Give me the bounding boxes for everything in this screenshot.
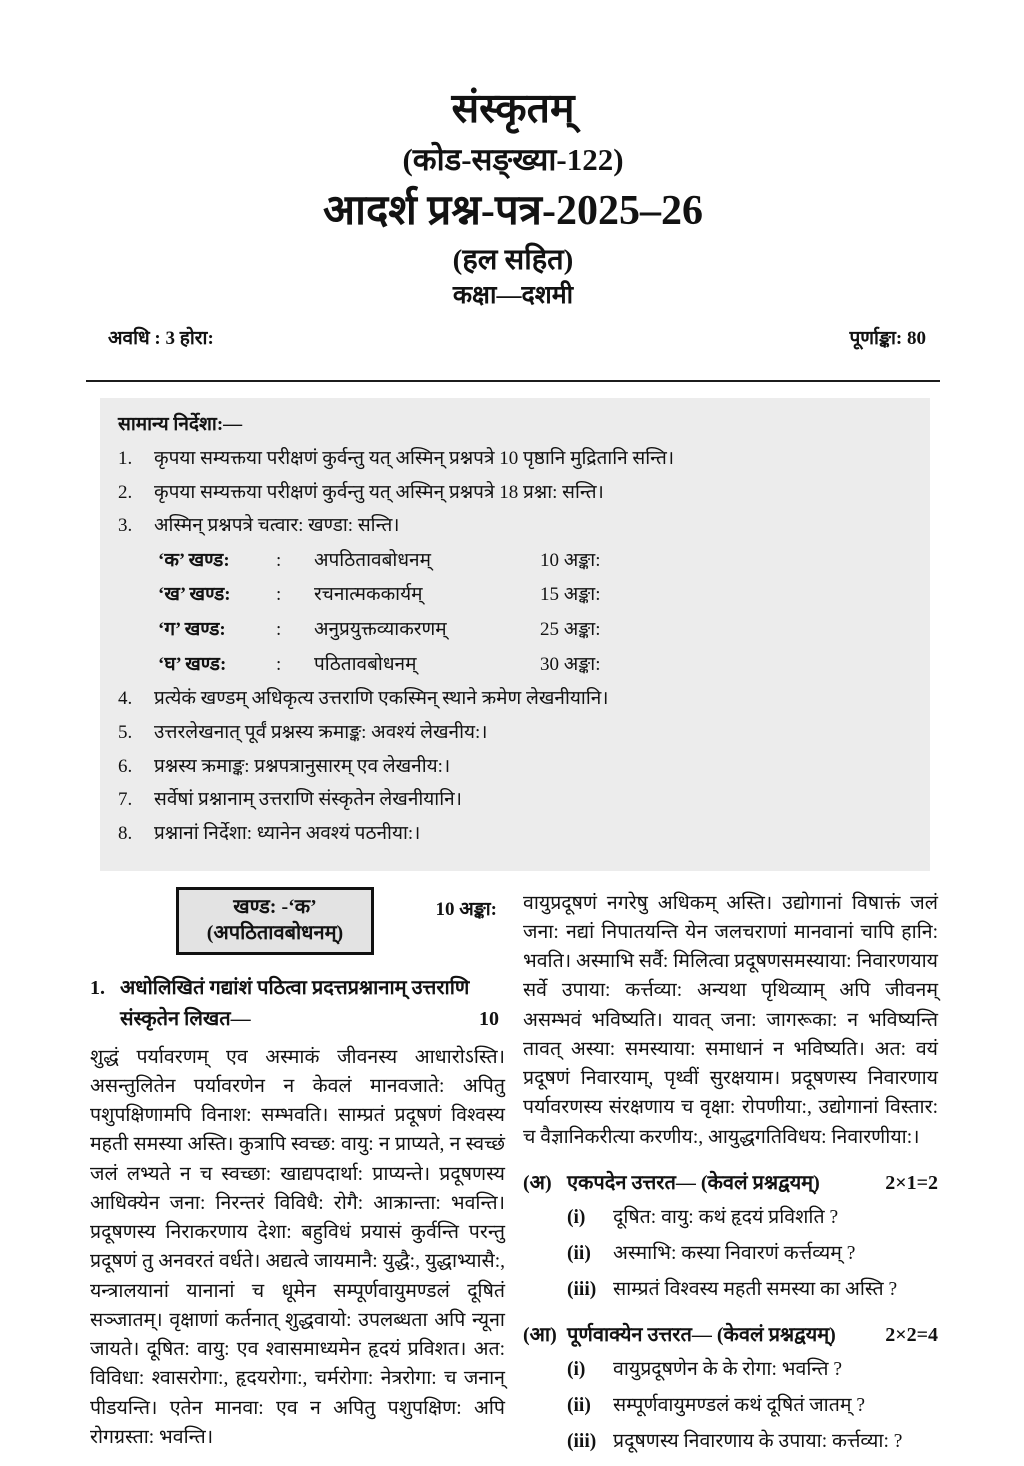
passage-right: वायुप्रदूषणं नगरेषु अधिकम् अस्ति। उद्योगानां विषाक्तं जलं जना: नद्यां निपातयन्ति येन जलचराणां मानवानां चापि हानि: भवति। अस्माभि सर्वै: मिलित्वा प्रदूषणसमस्याया: निवारणयाय सर्वे उपाया: कर्त्तव्या: अन्यथा पृथिव्याम् अपि जीवनम् असम्भवं भविष्यति। यावत् जना: जागरूका: न भविष्यन्ति तावत् अस्या: समस्याया: समाधानं न भविष्यति। अत: वयं प्रदूषणं निवारयाम्, पृथ्वीं सुरक्षयाम। प्रदूषणस्य निवारणाय पर्यावरणस्य संरक्षणाय च वृक्षा: रोपणीया:, उद्योगानां विस्तार: च वैज्ञानिकरीत्या करणीय:, आयुद्धगतिविधय: निवारणीया:। [523, 892, 938, 1148]
two-column-body [86, 887, 940, 1466]
left-column [90, 887, 505, 1466]
sub-question [567, 1429, 938, 1455]
instruction-item [118, 787, 912, 813]
instruction-number: 4. [118, 688, 133, 710]
section-name: पठितावबोधनम् [314, 653, 417, 675]
instruction-text: कृपया सम्यक्तया परीक्षणं कुर्वन्तु यत् अस्मिन् प्रश्नपत्रे 18 प्रश्ना: सन्ति। [154, 481, 604, 503]
instruction-item [118, 513, 912, 539]
solved-note: (हल सहित) [452, 243, 574, 276]
instruction-item [118, 686, 912, 712]
instruction-number: 6. [118, 755, 133, 777]
sub-question-text: अस्माभि: कस्या निवारणं कर्त्तव्यम् ? [613, 1243, 856, 1265]
section-label: ‘ग’ खण्ड: [158, 619, 226, 641]
section-colon: : [276, 584, 282, 606]
sub-question-text: सम्पूर्णवायुमण्डलं कथं दूषितं जातम् ? [613, 1395, 866, 1417]
instruction-item [118, 480, 912, 506]
class-line: कक्षा—दशमी [452, 281, 574, 309]
section-k-header [90, 887, 505, 963]
sub-question [567, 1393, 938, 1419]
part-a-label: (अ) [523, 1171, 552, 1194]
code-number-line: (कोड-सङ्ख्या-122) [402, 142, 624, 178]
instruction-text: प्रश्नस्य क्रमाङ्क: प्रश्नपत्रानुसारम् एव लेखनीय:। [154, 755, 451, 777]
sub-question-text: दूषित: वायु: कथं हृदयं प्रविशति ? [613, 1206, 839, 1228]
instruction-number: 7. [118, 789, 133, 811]
question-instruction: अधोलिखितं गद्यांशं पठित्वा प्रदत्तप्रश्नानाम् उत्तराणि संस्कृतेन लिखत— [120, 976, 470, 1030]
paper-title: आदर्श प्रश्न-पत्र-2025–26 [323, 187, 703, 234]
instruction-text: प्रश्नानां निर्देशा: ध्यानेन अवश्यं पठनीया:। [154, 822, 421, 844]
general-instructions-box [100, 398, 930, 870]
section-colon: : [276, 653, 282, 675]
instruction-number: 8. [118, 822, 133, 844]
subject-title: संस्कृतम् [451, 85, 575, 131]
instruction-item [118, 720, 912, 746]
question-number: 1. [90, 976, 105, 999]
instruction-item [118, 754, 912, 780]
instruction-text: कृपया सम्यक्तया परीक्षणं कुर्वन्तु यत् अस्मिन् प्रश्नपत्रे 10 पृष्ठानि मुद्रितानि सन्ति। [154, 447, 675, 469]
section-marks: 25 अङ्का: [540, 619, 601, 641]
section-label: ‘क’ खण्ड: [158, 549, 230, 571]
instruction-text: सर्वेषां प्रश्नानाम् उत्तराणि संस्कृतेन लेखनीयानि। [154, 789, 462, 811]
section-marks-row [158, 652, 912, 678]
instruction-number: 5. [118, 721, 133, 743]
max-marks-label: पूर्णाङ्का: 80 [849, 328, 926, 350]
part-aa-label: (आ) [523, 1323, 557, 1346]
sub-question-text: प्रदूषणस्य निवारणाय के उपाया: कर्त्तव्या: ? [613, 1431, 903, 1453]
section-name: अपठितावबोधनम् [314, 549, 431, 571]
part-a-marks: 2×1=2 [885, 1171, 938, 1194]
instruction-text: उत्तरलेखनात् पूर्वं प्रश्नस्य क्रमाङ्क: अवश्यं लेखनीय:। [154, 721, 488, 743]
sub-question-number: (iii) [567, 1279, 597, 1301]
passage-left: शुद्धं पर्यावरणम् एव अस्माकं जीवनस्य आधारोऽस्ति। असन्तुलितेन पर्यावरणेन न केवलं मानवजाते: अपितु पशुपक्षिणामपि विनाश: सम्भवति। साम्प्रतं प्रदूषणं विश्वस्य महती समस्या अस्ति। कुत्रापि स्वच्छ: वायु: न प्राप्यते, न स्वच्छं जलं लभ्यते न च स्वच्छा: खाद्यपदार्था: प्राप्यन्ते। प्रदूषणस्य आधिक्येन जना: निरन्तरं विविधै: रोगै: आक्रान्ता: भवन्ति। प्रदूषणस्य निराकरणाय देशा: बहुविधं प्रयासं कुर्वन्ति परन्तु प्रदूषणं तु अनवरतं वर्धते। अद्यत्वे जायमानै: युद्धै:, युद्धाभ्यासै:, यन्त्रालयानां यानानां च धूमेन सम्पूर्णवायुमण्डलं दूषितं सञ्जातम्। वृक्षाणां कर्तनात् शुद्धवायो: उपलब्धता अपि न्यूना जायते। दूषित: वायु: एव श्वासमाध्यमेन हृदयं प्रविशत। अत: विविधा: श्वासरोगा:, हृदयरोगा:, चर्मरोगा: नेत्ररोगा: च जनान् पीडयन्ति। एतेन मानवा: एव न अपितु पशुपक्षिण: अपि रोगग्रस्ता: भवन्ति। [90, 1046, 505, 1448]
section-name: अनुप्रयुक्तव्याकरणम् [314, 619, 447, 641]
section-marks-row [158, 582, 912, 608]
sub-question-number: (ii) [567, 1243, 591, 1265]
sub-question-number: (iii) [567, 1431, 597, 1453]
sub-question-number: (i) [567, 1358, 586, 1380]
section-colon: : [276, 619, 282, 641]
part-aa-heading [523, 1320, 938, 1347]
section-k-subtitle: (अपठितावबोधनम्) [206, 921, 344, 944]
section-marks-row [158, 548, 912, 574]
sub-question-number: (ii) [567, 1395, 591, 1417]
instructions-heading: सामान्य निर्देशा:— [118, 414, 243, 436]
section-k-title: खण्ड: -‘क’ [233, 895, 317, 918]
sub-question [567, 1205, 938, 1231]
sub-question-text: साम्प्रतं विश्वस्य महती समस्या का अस्ति ? [613, 1279, 898, 1301]
section-label: ‘ख’ खण्ड: [158, 584, 231, 606]
instruction-item [118, 821, 912, 847]
instruction-item [118, 446, 912, 472]
duration-label: अवधि : 3 होरा: [108, 328, 214, 350]
question-1-heading [90, 973, 505, 1035]
question-marks: 10 [479, 1007, 499, 1030]
right-column [523, 887, 938, 1466]
part-a-title: एकपदेन उत्तरत— (केवलं प्रश्नद्वयम्) [567, 1171, 820, 1194]
instruction-number: 3. [118, 515, 133, 537]
section-marks-row [158, 617, 912, 643]
section-k-box [176, 887, 374, 956]
paper-header [86, 84, 940, 310]
part-aa-marks: 2×2=4 [885, 1323, 938, 1346]
instruction-text: अस्मिन् प्रश्नपत्रे चत्वार: खण्डा: सन्ति। [154, 515, 400, 537]
part-a-heading [523, 1168, 938, 1195]
instruction-number: 1. [118, 447, 133, 469]
sub-question [567, 1277, 938, 1303]
meta-row [86, 324, 940, 350]
divider-rule [86, 380, 940, 382]
sub-question [567, 1357, 938, 1383]
sub-question-text: वायुप्रदूषणेन के के रोगा: भवन्ति ? [613, 1358, 843, 1380]
part-aa-title: पूर्णवाक्येन उत्तरत— (केवलं प्रश्नद्वयम्) [567, 1323, 836, 1346]
instruction-text: प्रत्येकं खण्डम् अधिकृत्य उत्तराणि एकस्मिन् स्थाने क्रमेण लेखनीयानि। [154, 688, 609, 710]
sub-question-number: (i) [567, 1206, 586, 1228]
section-k-marks: 10 अङ्का: [435, 898, 497, 920]
instruction-number: 2. [118, 481, 133, 503]
sub-question [567, 1241, 938, 1267]
section-marks: 15 अङ्का: [540, 584, 601, 606]
section-marks: 10 अङ्का: [540, 549, 601, 571]
section-colon: : [276, 549, 282, 571]
section-name: रचनात्मककार्यम् [314, 584, 423, 606]
section-label: ‘घ’ खण्ड: [158, 653, 227, 675]
section-marks: 30 अङ्का: [540, 653, 601, 675]
